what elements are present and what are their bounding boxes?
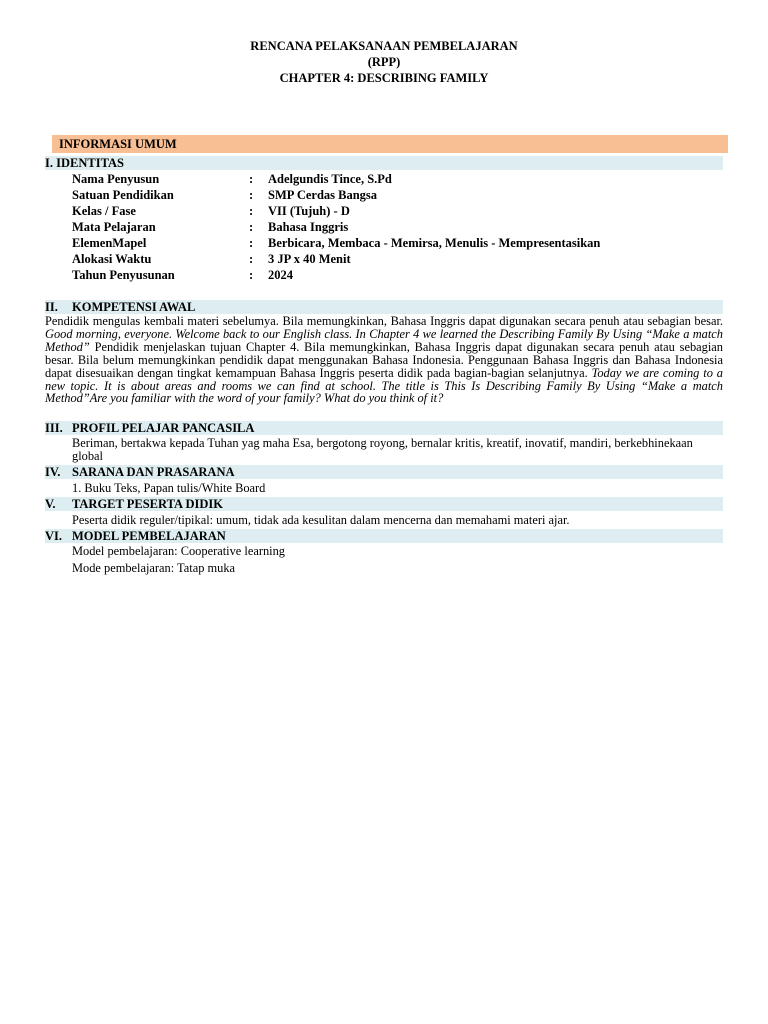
identitas-label: ElemenMapel bbox=[72, 236, 147, 250]
title-line-1: RENCANA PELAKSANAAN PEMBELAJARAN bbox=[250, 39, 518, 53]
section-number: IV. bbox=[45, 465, 61, 479]
profil-text: Beriman, bertakwa kepada Tuhan yag maha Esa, bergotong royong, bernalar kritis, kreatif, inovatif, mandiri, berkebhinekaan global bbox=[72, 436, 693, 463]
informasi-umum-header: INFORMASI UMUM bbox=[52, 135, 728, 153]
identitas-value: Adelgundis Tince, S.Pd bbox=[268, 172, 392, 186]
document-title bbox=[0, 38, 768, 86]
kompetensi-text-1: Pendidik mengulas kembali materi sebelumya. Bila memungkinkan, Bahasa Inggris dapat digunakan secara penuh atau sebagian besar. bbox=[45, 314, 723, 328]
identitas-colon: : bbox=[249, 220, 254, 234]
section-target-header bbox=[45, 497, 723, 511]
target-text: Peserta didik reguler/tipikal: umum, tidak ada kesulitan dalam mencerna dan memahami materi ajar. bbox=[72, 513, 570, 527]
identitas-label: Tahun Penyusunan bbox=[72, 268, 175, 282]
section-number: II. bbox=[45, 300, 58, 314]
section-sarana-title: SARANA DAN PRASARANA bbox=[72, 465, 235, 479]
identitas-row bbox=[72, 235, 732, 251]
section-number: VI. bbox=[45, 529, 63, 543]
kompetensi-text-2: Pendidik menjelaskan tujuan Chapter 4. Bila memungkinkan, Bahasa Inggris dapat digunakan secara penuh atau sebagian besar. Bila belum memungkinkan pendidik dapat menggunakan Bahasa Indonesia. Penggunaan Bahasa Inggris dan Bahasa Indonesia dapat disesuaikan dengan tingkat kemampuan Bahasa Inggris peserta didik pada bagian-bagian selanjutnya. bbox=[45, 339, 723, 380]
section-profil-header bbox=[45, 421, 723, 435]
identitas-value: Berbicara, Membaca - Memirsa, Menulis - Mempresentasikan bbox=[268, 236, 601, 250]
sarana-text: 1. Buku Teks, Papan tulis/White Board bbox=[72, 481, 266, 495]
identitas-label: Alokasi Waktu bbox=[72, 252, 152, 266]
identitas-value: 3 JP x 40 Menit bbox=[268, 252, 351, 266]
section-kompetensi-header bbox=[45, 300, 723, 314]
model-line-1: Model pembelajaran: Cooperative learning bbox=[72, 544, 285, 558]
section-kompetensi-title: KOMPETENSI AWAL bbox=[72, 300, 196, 314]
identitas-label: Nama Penyusun bbox=[72, 172, 160, 186]
identitas-row bbox=[72, 171, 732, 187]
title-line-3: CHAPTER 4: DESCRIBING FAMILY bbox=[279, 71, 489, 85]
section-identitas-title: I. IDENTITAS bbox=[45, 156, 124, 170]
section-sarana-header bbox=[45, 465, 723, 479]
title-line-2: (RPP) bbox=[367, 55, 401, 69]
section-identitas-header bbox=[45, 156, 723, 170]
section-target-title: TARGET PESERTA DIDIK bbox=[72, 497, 223, 511]
identitas-colon: : bbox=[249, 204, 254, 218]
identitas-row bbox=[72, 187, 732, 203]
identitas-label: Satuan Pendidikan bbox=[72, 188, 174, 202]
identitas-colon: : bbox=[249, 172, 254, 186]
identitas-label: Kelas / Fase bbox=[72, 204, 136, 218]
kompetensi-paragraph bbox=[45, 315, 723, 405]
identitas-colon: : bbox=[249, 188, 254, 202]
section-model-title: MODEL PEMBELAJARAN bbox=[72, 529, 226, 543]
kompetensi-greeting-italic: Good morning, everyone. Welcome back to our English class. In Chapter 4 we learned the Describing Family By Using “Make a match Method” bbox=[45, 326, 723, 354]
identitas-row bbox=[72, 219, 732, 235]
identitas-colon: : bbox=[249, 268, 254, 282]
identitas-value: 2024 bbox=[268, 268, 293, 282]
identitas-row bbox=[72, 203, 732, 219]
kompetensi-intro-italic: Today we are coming to a new topic. It is about areas and rooms we can find at school. The title is This Is Describing Family By Using “Make a match Method”Are you familiar with the word of your family? What do you think of it? bbox=[45, 365, 723, 406]
identitas-value: VII (Tujuh) - D bbox=[268, 204, 350, 218]
section-number: III. bbox=[45, 421, 63, 435]
identitas-colon: : bbox=[249, 252, 254, 266]
identitas-value: SMP Cerdas Bangsa bbox=[268, 188, 378, 202]
identitas-colon: : bbox=[249, 236, 254, 250]
model-line-2: Mode pembelajaran: Tatap muka bbox=[72, 561, 236, 575]
section-number: V. bbox=[45, 497, 56, 511]
identitas-row bbox=[72, 251, 732, 267]
section-profil-title: PROFIL PELAJAR PANCASILA bbox=[72, 421, 255, 435]
section-model-header bbox=[45, 529, 723, 543]
identitas-row bbox=[72, 267, 732, 283]
identitas-value: Bahasa Inggris bbox=[268, 220, 349, 234]
identitas-label: Mata Pelajaran bbox=[72, 220, 156, 234]
